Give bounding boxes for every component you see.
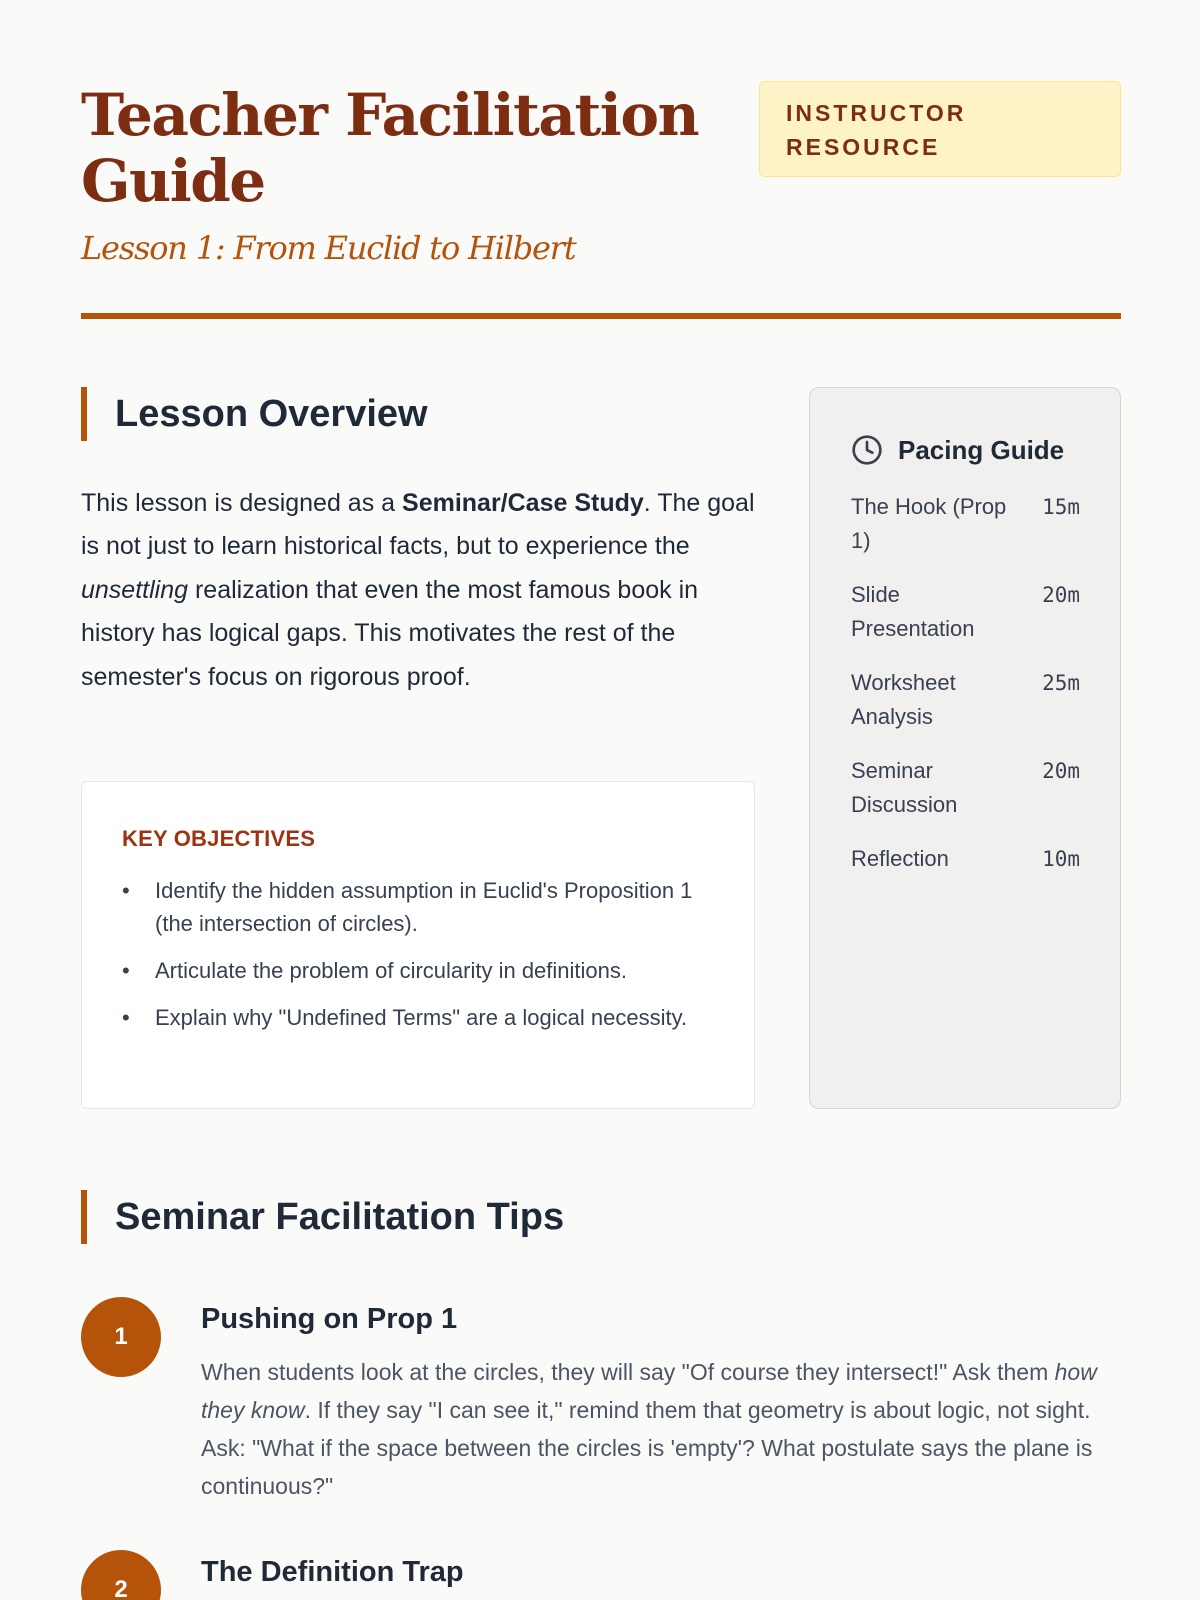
overview-text-bold: Seminar/Case Study (402, 489, 644, 517)
overview-text-italic: unsettling (81, 575, 189, 604)
objectives-title: KEY OBJECTIVES (122, 826, 316, 851)
pacing-row (851, 578, 1080, 646)
pacing-activity: Slide Presentation (851, 582, 975, 641)
pacing-activity: The Hook (Prop 1) (851, 494, 1007, 553)
overview-paragraph (81, 482, 761, 699)
pacing-guide-header (851, 430, 1080, 470)
pacing-row (851, 842, 1080, 876)
pacing-row (851, 490, 1080, 558)
overview-text-3: realization that even the most famous book in history has logical gaps. This motivates the rest of the semester's focus on rigorous proof. (81, 575, 699, 691)
overview-text-2: . The goal is not just to learn historical facts, but to experience the (81, 489, 755, 561)
pacing-duration: 25m (1042, 671, 1080, 695)
tip-body (201, 1353, 1111, 1505)
objectives-list (122, 874, 714, 1034)
overview-text-1: This lesson is designed as a (81, 489, 403, 517)
objective-item: • Articulate the problem of circularity in definitions. (122, 954, 714, 987)
tip-title: Pushing on Prop 1 (201, 1303, 458, 1335)
tip-body-text-1: When students look at the circles, they will say "Of course they intersect!" Ask them (201, 1359, 1055, 1385)
header-divider (81, 313, 1121, 319)
tip-body-italic: how they know (201, 1359, 1097, 1423)
pacing-activity: Worksheet Analysis (851, 670, 956, 729)
tips-heading: Seminar Facilitation Tips (81, 1190, 781, 1244)
key-objectives-box (81, 781, 755, 1109)
pacing-row (851, 666, 1080, 734)
tip-number-badge: 2 (81, 1550, 161, 1600)
page-subtitle: Lesson 1: From Euclid to Hilbert (81, 229, 576, 267)
tip-number-badge: 1 (81, 1297, 161, 1377)
pacing-guide-title: Pacing Guide (898, 434, 1065, 465)
objective-item: • Identify the hidden assumption in Euclid's Proposition 1 (the intersection of circles). (122, 874, 714, 940)
pacing-activity: Reflection (851, 846, 949, 871)
overview-heading: Lesson Overview (81, 387, 781, 441)
pacing-row (851, 754, 1080, 822)
pacing-guide-panel (809, 387, 1121, 1109)
tip-body-text-2: . If they say "I can see it," remind them that geometry is about logic, not sight. Ask: "What if the space between the circles is 'empty'? What postulate says the plane is continuous?" (201, 1397, 1093, 1499)
pacing-duration: 15m (1042, 495, 1080, 519)
pacing-activity: Seminar Discussion (851, 758, 958, 817)
instructor-resource-badge: INSTRUCTOR RESOURCE (759, 81, 1121, 177)
tip-title: The Definition Trap (201, 1556, 464, 1588)
pacing-duration: 10m (1042, 847, 1080, 871)
page-title: Teacher Facilitation Guide (81, 81, 699, 215)
pacing-duration: 20m (1042, 583, 1080, 607)
objective-item: • Explain why "Undefined Terms" are a logical necessity. (122, 1001, 714, 1034)
pacing-duration: 20m (1042, 759, 1080, 783)
clock-icon (851, 434, 883, 466)
